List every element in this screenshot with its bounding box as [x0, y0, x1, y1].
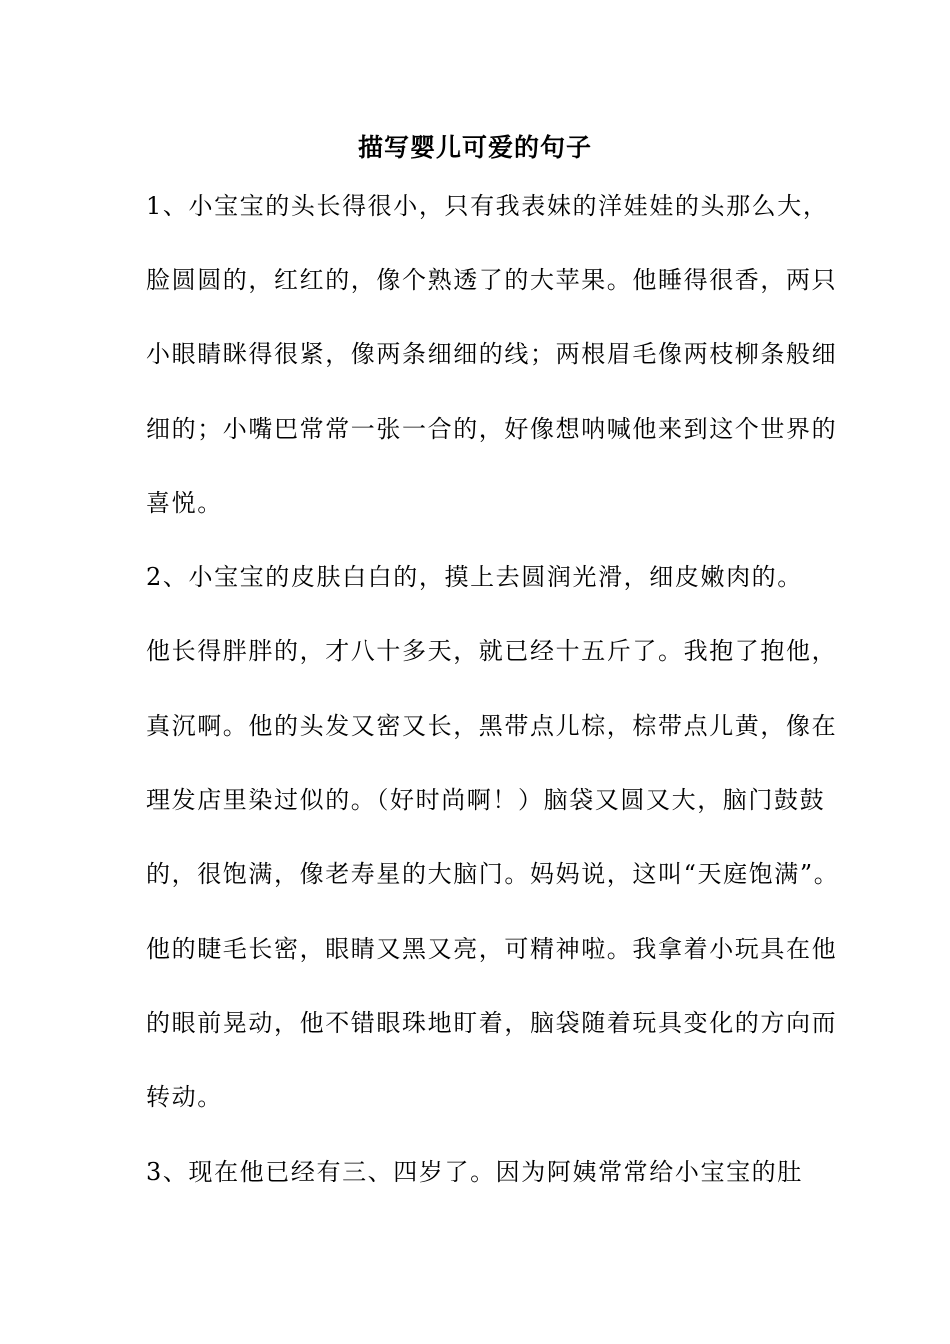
paragraph-line: 真沉啊。他的头发又密又长，黑带点儿棕，棕带点儿黄，像在 [146, 712, 838, 740]
paragraph-line: 小眼睛眯得很紧，像两条细细的线；两根眉毛像两枝柳条般细 [146, 340, 838, 368]
paragraph-line: 细的；小嘴巴常常一张一合的，好像想呐喊他来到这个世界的 [146, 415, 838, 443]
paragraph-line: 的眼前晃动，他不错眼珠地盯着，脑袋随着玩具变化的方向而 [146, 1009, 838, 1037]
paragraph-line: 1、小宝宝的头长得很小，只有我表妹的洋娃娃的头那么大， [146, 192, 829, 220]
paragraph-line: 3、现在他已经有三、四岁了。因为阿姨常常给小宝宝的肚 [146, 1158, 803, 1186]
paragraph-line: 理发店里染过似的。（好时尚啊！）脑袋又圆又大，脑门鼓鼓 [146, 786, 826, 814]
paragraph-line: 转动。 [146, 1083, 223, 1111]
paragraph-line: 2、小宝宝的皮肤白白的，摸上去圆润光滑，细皮嫩肉的。 [146, 563, 803, 591]
paragraph-line: 他的睫毛长密，眼睛又黑又亮，可精神啦。我拿着小玩具在他 [146, 935, 838, 963]
document-title: 描写婴儿可爱的句子 [357, 133, 592, 162]
paragraph-line: 他长得胖胖的，才八十多天，就已经十五斤了。我抱了抱他， [146, 637, 838, 665]
paragraph-line: 的，很饱满，像老寿星的大脑门。妈妈说，这叫“天庭饱满”。 [146, 860, 840, 888]
paragraph-line: 喜悦。 [146, 489, 223, 517]
paragraph-line: 脸圆圆的，红红的，像个熟透了的大苹果。他睡得很香，两只 [146, 266, 838, 294]
